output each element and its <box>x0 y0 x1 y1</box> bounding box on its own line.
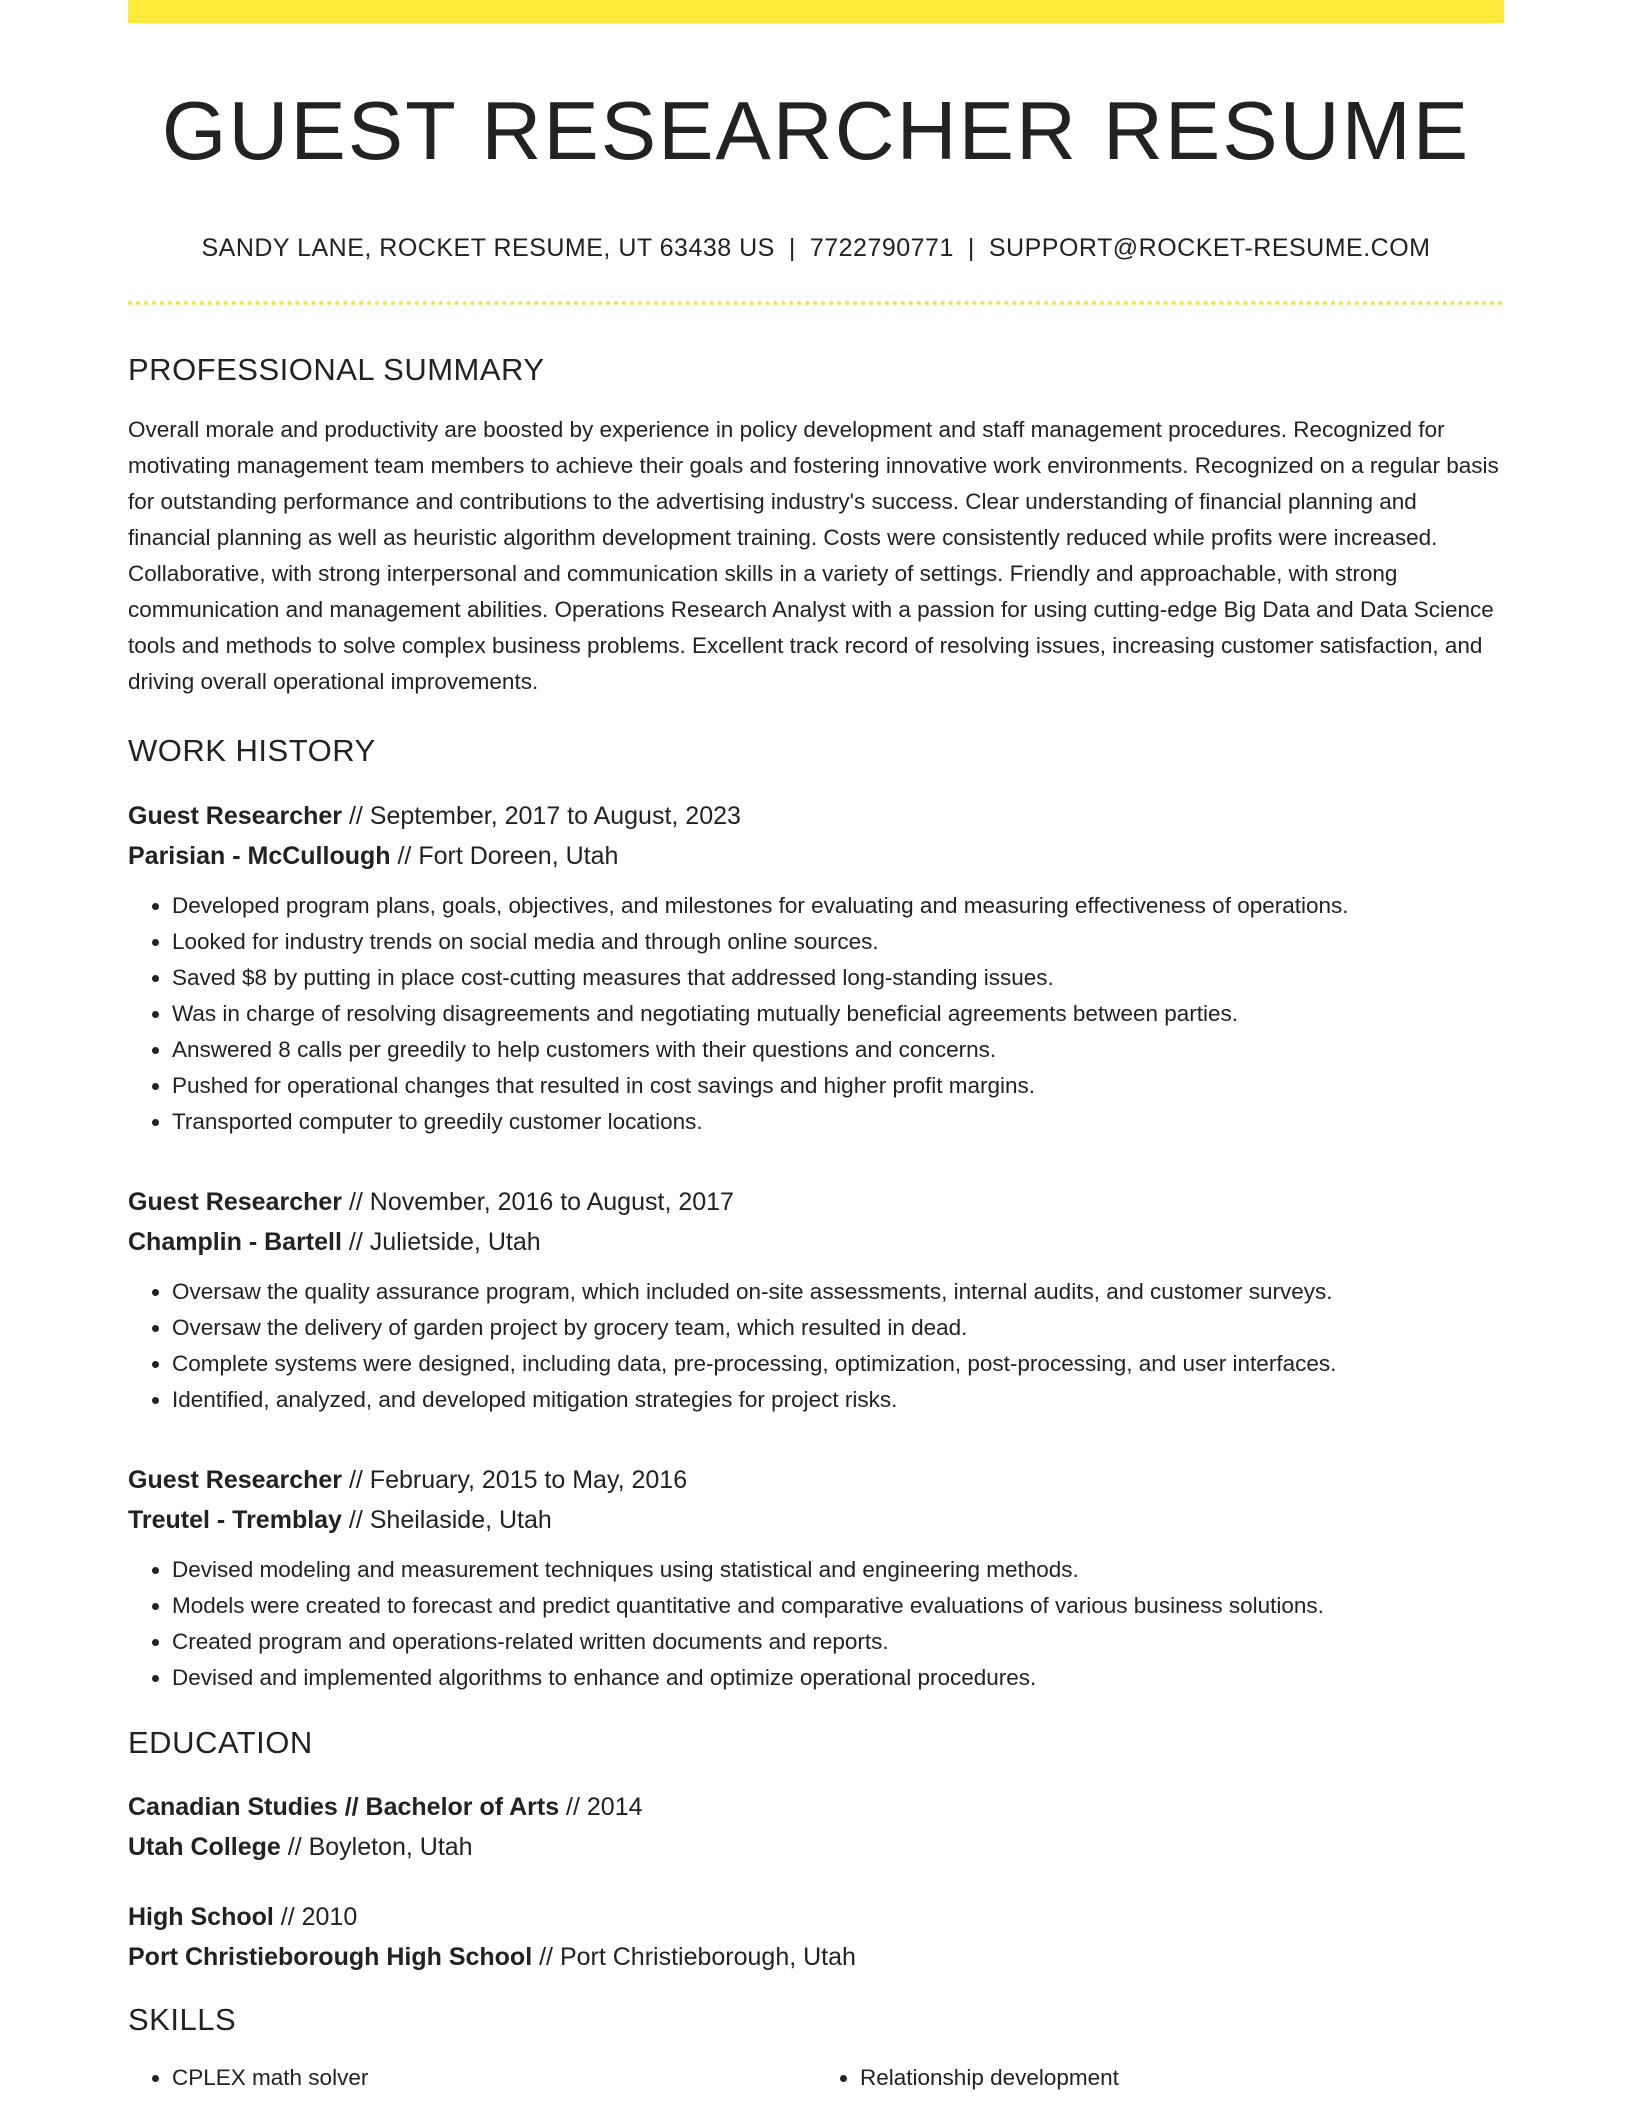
education-degree: Canadian Studies // Bachelor of Arts <box>128 1792 560 1821</box>
job-company-line <box>128 836 1504 876</box>
job-bullet: • Was in charge of resolving disagreements and negotiating mutually beneficial agreements between parties. <box>172 996 1504 1032</box>
job-title-line <box>128 796 1504 836</box>
education-school-line <box>128 1937 1504 1977</box>
job-bullet: • Devised modeling and measurement techniques using statistical and engineering methods. <box>172 1552 1504 1588</box>
education-school: Utah College <box>128 1832 281 1861</box>
job-bullet: • Created program and operations-related written documents and reports. <box>172 1624 1504 1660</box>
contact-phone: 7722790771 <box>809 234 954 263</box>
job-company: Parisian - McCullough <box>128 841 391 870</box>
education-year: // 2014 <box>559 1792 643 1821</box>
contact-address: SANDY LANE, ROCKET RESUME, UT 63438 US <box>201 234 775 263</box>
job-dates: // February, 2015 to May, 2016 <box>342 1465 688 1494</box>
skill-item: • CPLEX math solver <box>172 2060 816 2096</box>
contact-separator: | <box>788 234 796 263</box>
job-entry <box>128 1182 1504 1418</box>
education-school-line <box>128 1827 1504 1867</box>
job-bullets <box>128 1552 1504 1696</box>
job-bullet: • Oversaw the quality assurance program, which included on-site assessments, internal audits, and customer surveys. <box>172 1274 1504 1310</box>
education-year: // 2010 <box>273 1902 358 1931</box>
skills-column-right <box>816 2060 1504 2096</box>
section-heading-skills: SKILLS <box>128 2001 237 2037</box>
job-bullet: • Devised and implemented algorithms to enhance and optimize operational procedures. <box>172 1660 1504 1696</box>
dotted-divider <box>128 301 1504 305</box>
section-heading-education: EDUCATION <box>128 1724 313 1760</box>
job-bullet: • Identified, analyzed, and developed mitigation strategies for project risks. <box>172 1382 1504 1418</box>
job-bullet: • Pushed for operational changes that resulted in cost savings and higher profit margins. <box>172 1068 1504 1104</box>
job-company-line <box>128 1500 1504 1540</box>
job-bullet: • Developed program plans, goals, objectives, and milestones for evaluating and measuring effectiveness of operations. <box>172 888 1504 924</box>
resume-page <box>128 0 1504 2096</box>
job-company: Champlin - Bartell <box>128 1227 342 1256</box>
contact-line <box>128 234 1504 263</box>
contact-separator: | <box>967 234 975 263</box>
section-heading-summary: PROFESSIONAL SUMMARY <box>128 352 545 388</box>
job-company-line <box>128 1222 1504 1262</box>
education-location: // Port Christieborough, Utah <box>532 1942 856 1971</box>
job-title: Guest Researcher <box>128 1187 343 1216</box>
job-bullet: • Answered 8 calls per greedily to help customers with their questions and concerns. <box>172 1032 1504 1068</box>
job-bullet: • Looked for industry trends on social media and through online sources. <box>172 924 1504 960</box>
education-degree-line <box>128 1787 1504 1827</box>
skills-column-left <box>128 2060 816 2096</box>
job-title: Guest Researcher <box>128 1465 343 1494</box>
section-heading-work-history: WORK HISTORY <box>128 733 376 769</box>
skill-item: • Relationship development <box>860 2060 1504 2096</box>
job-title-line <box>128 1460 1504 1500</box>
job-bullet: • Transported computer to greedily customer locations. <box>172 1104 1504 1140</box>
job-bullet: • Saved $8 by putting in place cost-cutting measures that addressed long-standing issues. <box>172 960 1504 996</box>
skills-list <box>128 2060 1504 2096</box>
contact-email: SUPPORT@ROCKET-RESUME.COM <box>988 234 1431 263</box>
job-company: Treutel - Tremblay <box>128 1505 342 1534</box>
job-bullet: • Models were created to forecast and predict quantitative and comparative evaluations of various business solutions. <box>172 1588 1504 1624</box>
job-location: // Sheilaside, Utah <box>341 1505 552 1534</box>
job-title: Guest Researcher <box>128 801 343 830</box>
summary-text: Overall morale and productivity are boosted by experience in policy development and staff management procedures. Recognized for motivating management team members to achieve their goals and fostering innovative work environments. Recognized on a regular basis for outstanding performance and contributions to the advertising industry's success. Clear understanding of financial planning and financial planning as well as heuristic algorithm development training. Costs were consistently reduced while profits were increased. Collaborative, with strong interpersonal and communication skills in a variety of settings. Friendly and approachable, with strong communication and management abilities. Operations Research Analyst with a passion for using cutting-edge Big Data and Data Science tools and methods to solve complex business problems. Excellent track record of resolving issues, increasing customer satisfaction, and driving overall operational improvements. <box>128 417 1499 695</box>
education-location: // Boyleton, Utah <box>280 1832 473 1861</box>
education-degree-line <box>128 1897 1504 1937</box>
job-bullets <box>128 1274 1504 1418</box>
page-title: GUEST RESEARCHER RESUME <box>161 84 1471 177</box>
job-dates: // September, 2017 to August, 2023 <box>342 801 741 830</box>
job-bullet: • Oversaw the delivery of garden project by grocery team, which resulted in dead. <box>172 1310 1504 1346</box>
job-dates: // November, 2016 to August, 2017 <box>342 1187 734 1216</box>
job-bullet: • Complete systems were designed, including data, pre-processing, optimization, post-processing, and user interfaces. <box>172 1346 1504 1382</box>
job-title-line <box>128 1182 1504 1222</box>
job-bullets <box>128 888 1504 1140</box>
education-entry <box>128 1897 1504 1977</box>
job-location: // Julietside, Utah <box>341 1227 541 1256</box>
job-entry <box>128 796 1504 1140</box>
education-degree: High School <box>128 1902 274 1931</box>
education-entry <box>128 1787 1504 1867</box>
job-entry <box>128 1460 1504 1696</box>
education-school: Port Christieborough High School <box>128 1942 533 1971</box>
job-location: // Fort Doreen, Utah <box>390 841 619 870</box>
accent-bar <box>128 0 1504 23</box>
